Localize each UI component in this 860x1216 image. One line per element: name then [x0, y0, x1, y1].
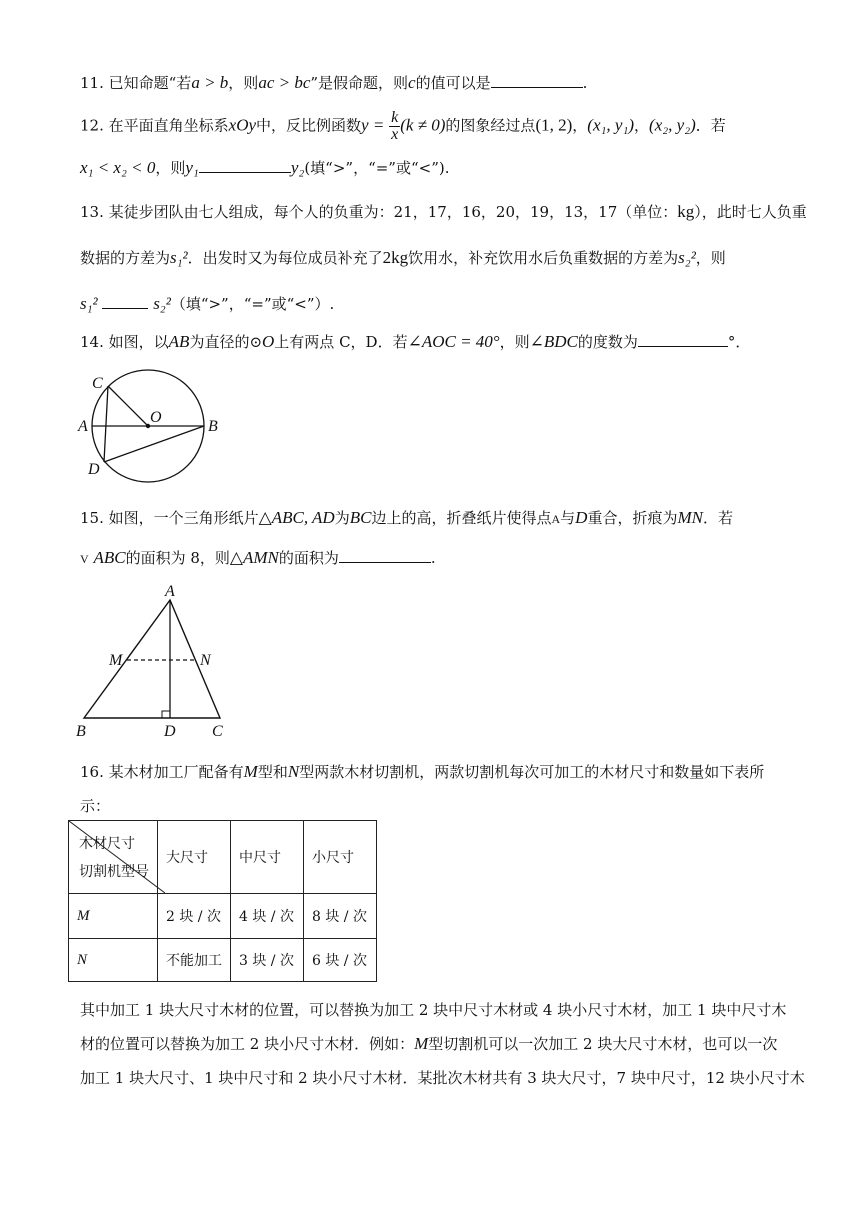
math-expression: x₁ < x₂ < 0 [80, 158, 156, 177]
table-header-row [69, 821, 377, 894]
text: 上有两点 C，D．若 [274, 333, 408, 351]
math-variable: D [575, 508, 588, 527]
text: ”是假命题，则 [310, 74, 409, 92]
math-variable: s₂² [153, 294, 171, 313]
text: 的值可以是 [415, 74, 491, 92]
text: 如图，一个三角形纸片 [108, 509, 259, 527]
table-row [69, 894, 377, 939]
math-expression: (k ≠ 0) [400, 115, 446, 135]
math-variable: M [243, 762, 258, 781]
math-variable: M [414, 1034, 429, 1053]
text: ，则 [499, 333, 530, 351]
math-expression: 2kg [382, 248, 409, 267]
answer-blank[interactable] [491, 73, 583, 88]
math-expression: (x₂, y₂) [649, 115, 696, 135]
math-expression: ∠AOC = 40° [407, 332, 500, 351]
text: 型和 [257, 763, 288, 781]
text: ，则 [155, 159, 186, 177]
math-expression: (1, 2) [535, 115, 573, 135]
text: 某木材加工厂配备有 [108, 763, 244, 781]
text: 数据的方差为 [80, 249, 171, 267]
math-expression: ac > bc [258, 73, 311, 92]
text: 示： [80, 797, 111, 815]
text: 与 [560, 509, 576, 527]
table-row [69, 939, 377, 982]
math-variable: BC [349, 508, 372, 527]
text: 的图象经过点 [445, 116, 536, 135]
label-o: O [150, 409, 162, 426]
text: (填“>”，“=”或“<”). [304, 159, 450, 177]
corner-label-top: 木材尺寸 [79, 836, 135, 852]
segment-db [104, 426, 204, 462]
math-variable: MN [677, 508, 703, 527]
label-a: A [165, 583, 175, 600]
math-symbol: V [80, 552, 89, 566]
math-expression: (x₁, y₁) [587, 115, 635, 135]
question-15-line-2 [80, 548, 436, 569]
text: 边上的高，折叠纸片使得点 [371, 509, 552, 527]
math-variable: y₂ [290, 158, 305, 177]
right-angle-mark [162, 711, 170, 718]
triangle-diagram [72, 580, 242, 740]
math-variable: A [551, 512, 561, 526]
label-n: N [200, 652, 211, 669]
table-cell: 3 块 / 次 [231, 939, 304, 982]
circle-diagram [70, 368, 230, 488]
table-header: 中尺寸 [231, 821, 304, 894]
table-cell: 6 块 / 次 [304, 939, 377, 982]
table-cell-model: M [69, 894, 158, 939]
label-d: D [88, 461, 100, 478]
math-variable: c [408, 73, 416, 92]
text: . [582, 74, 588, 92]
segment-cd [104, 386, 108, 462]
math-expression: ∠BDC [529, 332, 578, 351]
question-number: 13. [80, 203, 104, 221]
label-m: M [109, 652, 123, 669]
question-13 [80, 202, 807, 222]
math-expression: a > b [191, 73, 229, 92]
table-cell: 8 块 / 次 [304, 894, 377, 939]
question-16-para-1 [80, 1000, 786, 1020]
text: 其中加工 1 块大尺寸木材的位置，可以替换为加工 2 块中尺寸木材或 4 块小尺寸木材，加工 1 块中尺寸木 [80, 1001, 787, 1019]
question-11 [80, 73, 587, 93]
text: 饮用水，补充饮用水后负重数据的方差为 [408, 249, 679, 267]
math-expression: △ABC, AD [258, 508, 335, 527]
text: ），此时七人负重 [694, 203, 807, 221]
cutting-machine-table [68, 820, 377, 982]
label-c: C [212, 723, 223, 740]
label-b: B [76, 723, 86, 740]
diagonal-line [69, 821, 165, 893]
table-corner-cell [69, 821, 158, 894]
table-cell-model: N [69, 939, 158, 982]
text: 在平面直角坐标系 [108, 116, 229, 135]
text: 已知命题“若 [108, 74, 192, 92]
table-header: 大尺寸 [158, 821, 231, 894]
question-13-line-3 [80, 294, 334, 314]
text: 某徒步团队由七人组成，每个人的负重为：21，17，16，20，19，13，17（单位： [108, 203, 678, 221]
math-variable: s₁² [80, 294, 98, 313]
answer-blank[interactable] [638, 332, 728, 347]
text: 为 [334, 509, 350, 527]
table-header: 小尺寸 [304, 821, 377, 894]
question-16 [80, 762, 764, 782]
text: 材的位置可以替换为加工 2 块小尺寸木材．例如： [80, 1035, 415, 1053]
fraction [389, 110, 400, 143]
text: 中，反比例函数 [256, 116, 362, 135]
text: 如图，以 [108, 333, 169, 351]
question-number: 15. [80, 509, 104, 527]
label-a: A [78, 418, 88, 435]
math-variable: s₁² [170, 248, 188, 267]
question-number: 11. [80, 74, 104, 92]
label-b: B [208, 418, 218, 435]
text: ．若 [695, 116, 726, 135]
text: 为直径的⊙ [189, 333, 263, 351]
question-16-para-2 [80, 1034, 777, 1054]
label-c: C [92, 375, 103, 392]
math-expression: y = [361, 115, 385, 135]
question-13-line-2 [80, 248, 726, 268]
math-variable: s₂² [678, 248, 696, 267]
question-16-line-2 [80, 796, 110, 816]
question-16-para-3 [80, 1068, 805, 1088]
answer-blank[interactable] [102, 294, 148, 309]
question-number: 14. [80, 333, 104, 351]
fraction-numerator: k [391, 109, 399, 126]
table-cell: 2 块 / 次 [158, 894, 231, 939]
text: . [430, 549, 436, 567]
text: 重合，折痕为 [587, 509, 678, 527]
text: °． [727, 333, 751, 351]
text: 型切割机可以一次加工 2 块大尺寸木材，也可以一次 [428, 1035, 778, 1053]
text: 的面积为 8，则 [125, 549, 230, 567]
text: ， [634, 116, 650, 135]
math-expression: xOy [228, 115, 257, 135]
math-variable: N [287, 762, 300, 781]
question-12-line-2 [80, 158, 450, 178]
text: ，则 [695, 249, 726, 267]
math-variable: ABC [93, 548, 126, 567]
text: 的面积为 [278, 549, 339, 567]
fraction-denominator: x [391, 126, 399, 143]
question-number: 12. [80, 116, 104, 135]
text: 型两款木材切割机，两款切割机每次可加工的木材尺寸和数量如下表所 [299, 763, 765, 781]
question-14 [80, 332, 750, 352]
segment-oc [108, 386, 148, 426]
math-variable: y₁ [185, 158, 199, 177]
corner-label-bottom: 切割机型号 [79, 864, 149, 880]
table-cell: 不能加工 [158, 939, 231, 982]
text: ．若 [702, 509, 733, 527]
question-12 [80, 110, 726, 143]
answer-blank[interactable] [199, 158, 291, 173]
answer-blank[interactable] [339, 548, 431, 563]
math-variable: O [262, 332, 275, 351]
math-expression: △AMN [229, 548, 279, 567]
question-number: 16. [80, 763, 104, 781]
text: ，则 [228, 74, 259, 92]
label-d: D [164, 723, 176, 740]
table-cell: 4 块 / 次 [231, 894, 304, 939]
text: 加工 1 块大尺寸、1 块中尺寸和 2 块小尺寸木材．某批次木材共有 3 块大尺寸，7 块中尺寸，12 块小尺寸木 [80, 1069, 805, 1087]
text: 的度数为 [577, 333, 638, 351]
text: ， [572, 116, 588, 135]
question-15 [80, 508, 733, 529]
text: （填“>”，“=”或“<”）. [170, 295, 335, 313]
math-expression: kg [677, 202, 695, 221]
math-variable: AB [168, 332, 190, 351]
text: ．出发时又为每位成员补充了 [187, 249, 383, 267]
